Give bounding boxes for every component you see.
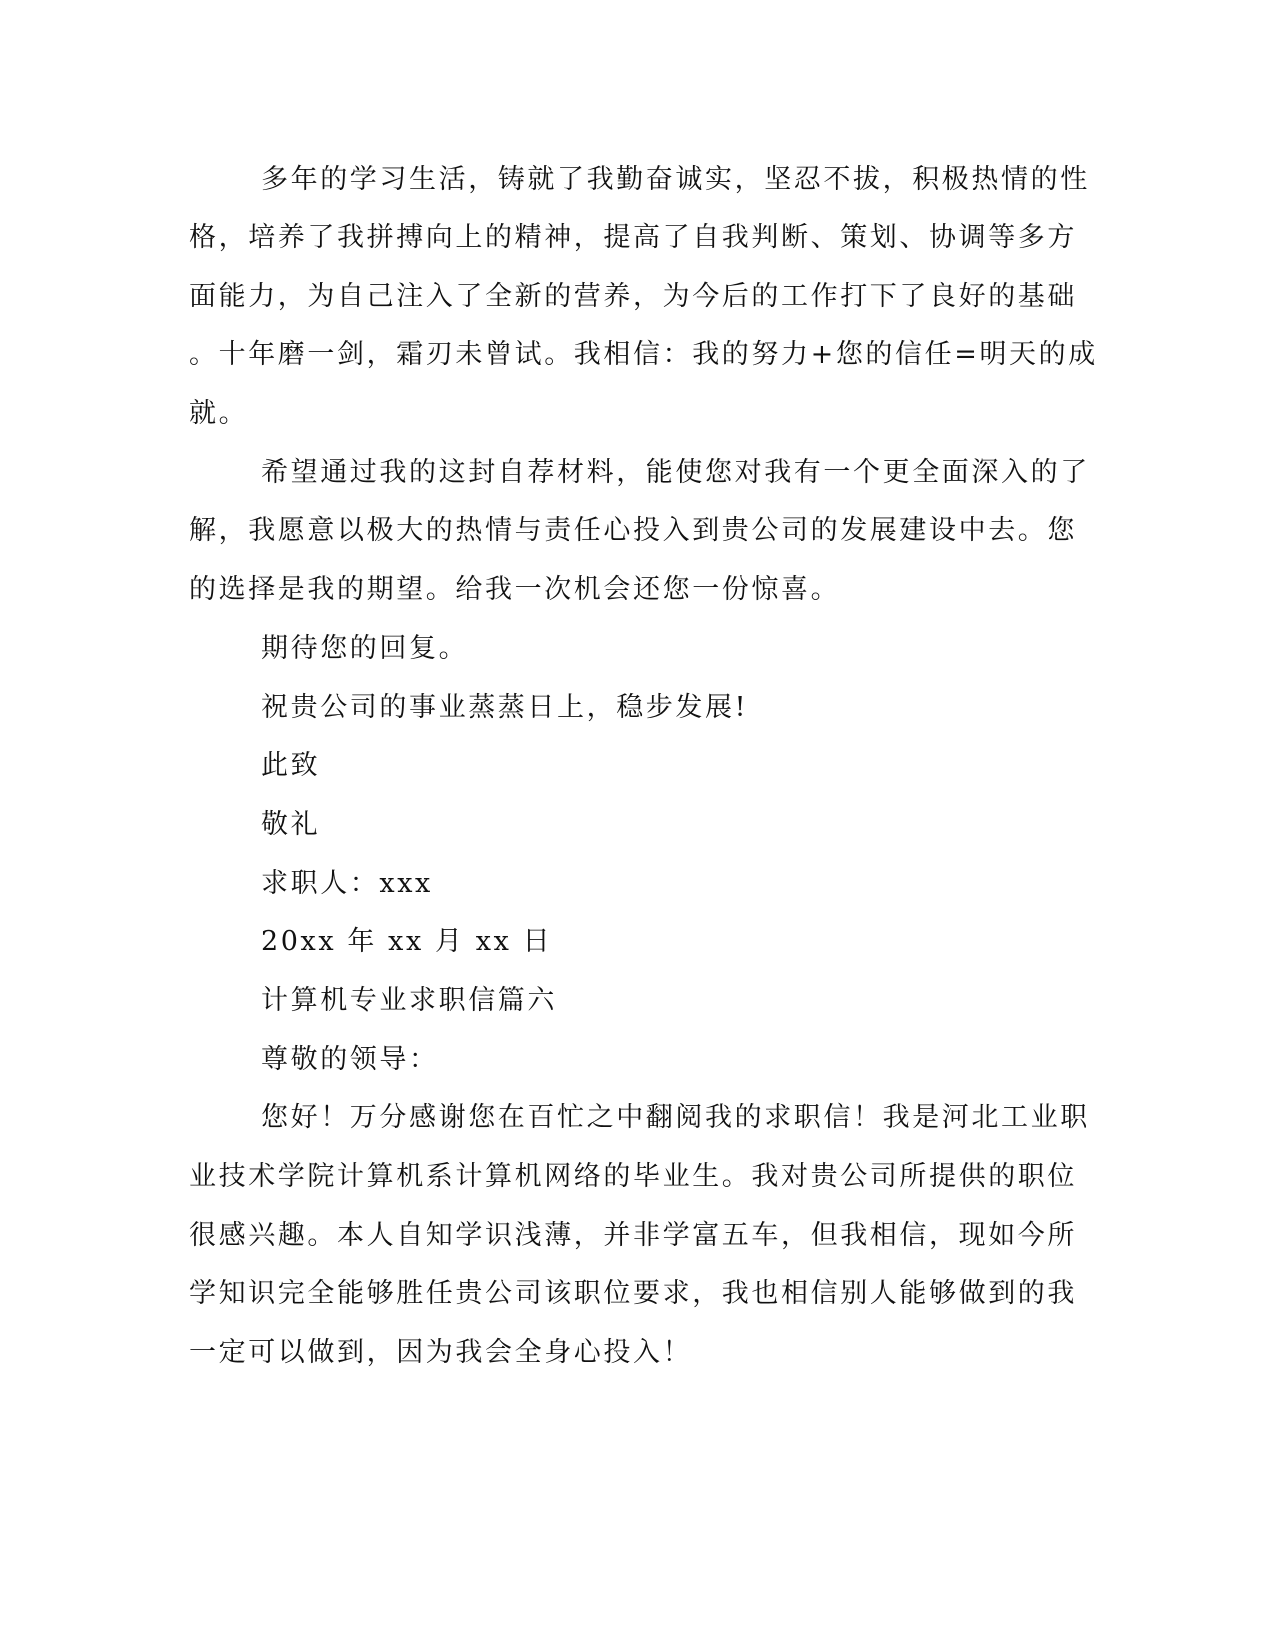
paragraph-3-line-3: 很感兴趣。本人自知学识浅薄，并非学富五车，但我相信，现如今所 [189,1220,1077,1251]
letter-date: 20xx 年 xx 月 xx 日 [261,926,553,957]
paragraph-3-line-1: 您好！万分感谢您在百忙之中翻阅我的求职信！我是河北工业职 [261,1102,1090,1133]
section-title: 计算机专业求职信篇六 [261,985,557,1016]
paragraph-3-line-2: 业技术学院计算机系计算机网络的毕业生。我对贵公司所提供的职位 [189,1161,1077,1192]
paragraph-3-line-4: 学知识完全能够胜任贵公司该职位要求，我也相信别人能够做到的我 [189,1278,1077,1309]
paragraph-1-line-4: 。十年磨一剑，霜刃未曾试。我相信：我的努力+您的信任=明天的成 [189,339,1098,370]
closing-await-reply: 期待您的回复。 [261,633,469,664]
closing-wishes: 祝贵公司的事业蒸蒸日上，稳步发展! [261,692,749,723]
closing-cizhi: 此致 [261,750,321,781]
applicant-signature: 求职人：xxx [261,868,433,899]
salutation: 尊敬的领导： [261,1044,439,1075]
paragraph-1-line-5: 就。 [189,398,249,429]
paragraph-2-line-2: 解，我愿意以极大的热情与责任心投入到贵公司的发展建设中去。您 [189,515,1077,546]
paragraph-2-line-1: 希望通过我的这封自荐材料，能使您对我有一个更全面深入的了 [261,457,1090,488]
paragraph-2-line-3: 的选择是我的期望。给我一次机会还您一份惊喜。 [189,574,841,605]
paragraph-1-line-3: 面能力，为自己注入了全新的营养，为今后的工作打下了良好的基础 [189,281,1077,312]
closing-jingli: 敬礼 [261,809,321,840]
paragraph-1-line-1: 多年的学习生活，铸就了我勤奋诚实，坚忍不拔，积极热情的性 [261,164,1090,195]
paragraph-3-line-5: 一定可以做到，因为我会全身心投入！ [189,1337,693,1368]
paragraph-1-line-2: 格，培养了我拼搏向上的精神，提高了自我判断、策划、协调等多方 [189,222,1077,253]
